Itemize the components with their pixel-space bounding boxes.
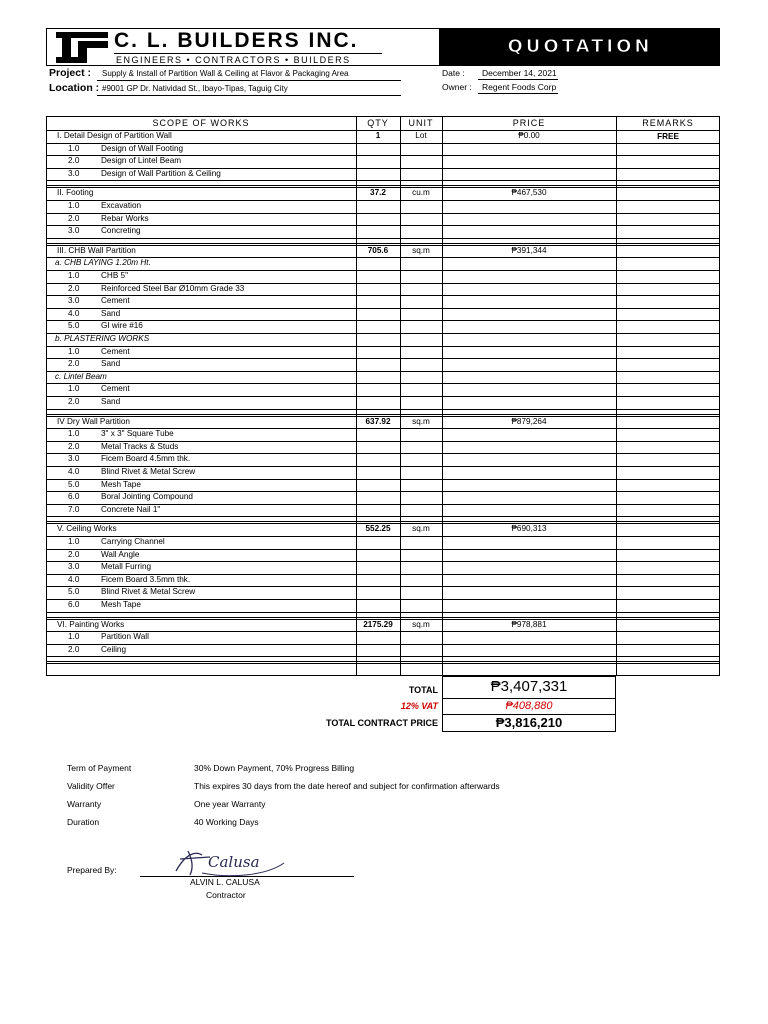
item-description: Design of Wall Partition & Ceiling — [101, 168, 221, 178]
company-logo-icon — [56, 32, 108, 63]
row-divider — [46, 409, 720, 410]
section-qty: 705.6 — [367, 245, 389, 255]
item-number: 1.0 — [68, 346, 80, 356]
column-divider — [442, 116, 443, 676]
row-divider — [46, 238, 720, 239]
section-price: ₱391,344 — [511, 245, 547, 255]
item-number: 2.0 — [68, 549, 80, 559]
row-divider — [46, 295, 720, 296]
item-description: Boral Jointing Compound — [101, 492, 193, 502]
section-unit: sq.m — [412, 524, 430, 534]
term-label: Validity Offer — [67, 781, 115, 791]
row-divider — [46, 180, 720, 181]
date-label: Date : — [442, 68, 465, 78]
item-description: Ficem Board 4.5mm thk. — [101, 454, 191, 464]
vat-label: 12% VAT — [400, 701, 438, 711]
company-tagline: ENGINEERS • CONTRACTORS • BUILDERS — [116, 55, 351, 65]
owner-value: Regent Foods Corp — [482, 82, 557, 92]
section-qty: 552.25 — [365, 524, 391, 534]
item-number: 5.0 — [68, 479, 80, 489]
item-description: Design of Wall Footing — [101, 143, 184, 153]
totals-divider — [442, 698, 616, 699]
section-divider — [46, 661, 720, 662]
row-divider — [46, 225, 720, 226]
item-description: Concreting — [101, 226, 141, 236]
row-divider — [46, 549, 720, 550]
location-value: #9001 GP Dr. Natividad St., Ibayo-Tipas, Taguig City — [102, 84, 288, 93]
project-value: Supply & Install of Partition Wall & Ceiling at Flavor & Packaging Area — [102, 69, 349, 78]
item-number: 1.0 — [68, 537, 80, 546]
item-number: 5.0 — [68, 321, 80, 331]
term-value: One year Warranty — [194, 799, 266, 809]
location-label: Location : — [49, 82, 100, 94]
item-description: Wall Angle — [101, 549, 140, 559]
date-value: December 14, 2021 — [482, 68, 557, 78]
header-scope: SCOPE OF WORKS — [152, 118, 250, 128]
item-description: Blind Rivet & Metal Screw — [101, 467, 196, 476]
section-price: ₱0.00 — [518, 131, 540, 140]
item-description: Ficem Board 3.5mm thk. — [101, 574, 191, 584]
row-divider — [46, 644, 720, 645]
item-description: Sand — [101, 308, 121, 318]
row-divider — [46, 599, 720, 600]
company-divider — [114, 53, 382, 54]
item-number: 3.0 — [68, 296, 80, 306]
item-description: 3" x 3" Square Tube — [101, 429, 174, 439]
project-label: Project : — [49, 67, 92, 79]
item-description: Concrete Nail 1" — [101, 504, 161, 514]
item-description: Sand — [101, 397, 121, 406]
section-unit: sq.m — [412, 416, 430, 426]
item-number: 4.0 — [68, 308, 80, 318]
section-qty: 1 — [375, 131, 381, 140]
item-description: Mesh Tape — [101, 479, 141, 489]
section-unit: Lot — [415, 131, 427, 140]
group-label: a. CHB LAYING 1.20m Ht. — [55, 258, 151, 268]
item-description: Metall Furring — [101, 562, 152, 572]
contract-price-label: TOTAL CONTRACT PRICE — [326, 718, 438, 728]
item-number: 2.0 — [68, 359, 80, 369]
group-label: c. Lintel Beam — [55, 371, 107, 381]
item-description: Design of Lintel Beam — [101, 156, 182, 166]
item-number: 1.0 — [68, 143, 80, 153]
section-divider — [46, 414, 720, 415]
item-description: Reinforced Steel Bar Ø10mm Grade 33 — [101, 283, 245, 293]
section-title: II. Footing — [57, 188, 94, 198]
contract-price-value: ₱3,816,210 — [495, 715, 563, 730]
term-label: Warranty — [67, 799, 102, 809]
section-unit: sq.m — [412, 619, 430, 629]
section-divider — [46, 185, 720, 186]
document-title: QUOTATION — [507, 36, 653, 57]
section-divider — [46, 521, 720, 522]
section-qty: 37.2 — [370, 188, 386, 198]
total-value: ₱3,407,331 — [490, 678, 568, 695]
row-divider — [46, 656, 720, 657]
item-number: 2.0 — [68, 644, 80, 654]
header-price: PRICE — [512, 118, 546, 128]
section-qty: 2175.29 — [363, 619, 393, 629]
section-title: VI. Painting Works — [57, 619, 125, 629]
term-value: 40 Working Days — [194, 817, 259, 827]
item-description: Metal Tracks & Studs — [101, 441, 179, 451]
section-divider — [46, 617, 720, 618]
row-divider — [46, 346, 720, 347]
group-label: b. PLASTERING WORKS — [55, 334, 150, 343]
item-description: Partition Wall — [101, 632, 149, 642]
item-number: 1.0 — [68, 429, 80, 439]
signatory-title: Contractor — [206, 890, 246, 900]
row-divider — [46, 308, 720, 309]
item-number: 1.0 — [68, 201, 80, 210]
section-unit: cu.m — [412, 188, 430, 198]
item-number: 1.0 — [68, 632, 80, 642]
section-title: III. CHB Wall Partition — [57, 245, 136, 255]
item-description: Cement — [101, 346, 130, 356]
column-divider — [400, 116, 401, 676]
item-number: 7.0 — [68, 504, 80, 514]
row-divider — [46, 612, 720, 613]
row-divider — [46, 383, 720, 384]
signature-icon — [172, 845, 290, 879]
signatory-name: ALVIN L. CALUSA — [190, 877, 260, 887]
item-description: Ceiling — [101, 644, 127, 654]
term-value: This expires 30 days from the date hereof and subject for confirmation afterwards — [194, 781, 500, 791]
section-remarks: FREE — [657, 132, 679, 141]
term-value: 30% Down Payment, 70% Progress Billing — [194, 763, 355, 773]
column-divider — [616, 116, 617, 676]
project-underline — [97, 80, 401, 81]
header-unit: UNIT — [408, 118, 434, 128]
item-number: 4.0 — [68, 467, 80, 476]
section-title: IV Dry Wall Partition — [57, 416, 130, 426]
section-unit: sq.m — [412, 245, 430, 255]
item-number: 4.0 — [68, 574, 80, 584]
row-divider — [46, 396, 720, 397]
section-divider — [46, 663, 720, 664]
company-name: C. L. BUILDERS INC. — [114, 29, 359, 52]
row-divider — [46, 200, 720, 201]
item-number: 3.0 — [68, 226, 80, 236]
term-label: Duration — [67, 817, 100, 827]
item-description: Carrying Channel — [101, 537, 165, 546]
item-number: 6.0 — [68, 600, 80, 609]
item-description: Sand — [101, 359, 121, 369]
item-description: Rebar Works — [101, 213, 149, 223]
section-title: I. Detail Design of Partition Wall — [57, 131, 172, 140]
row-divider — [46, 358, 720, 359]
item-description: Blind Rivet & Metal Screw — [101, 587, 196, 597]
item-number: 2.0 — [68, 397, 80, 406]
vat-value: ₱408,880 — [505, 700, 553, 712]
section-title: V. Ceiling Works — [57, 524, 117, 534]
row-divider — [46, 479, 720, 480]
item-number: 1.0 — [68, 271, 80, 280]
section-divider — [46, 243, 720, 244]
header-remarks: REMARKS — [642, 118, 694, 128]
item-number: 3.0 — [68, 168, 80, 178]
item-number: 3.0 — [68, 454, 80, 464]
row-divider — [46, 516, 720, 517]
item-description: Mesh Tape — [101, 600, 141, 609]
item-description: Cement — [101, 296, 130, 306]
section-price: ₱467,530 — [511, 188, 547, 198]
owner-label: Owner : — [442, 82, 472, 92]
item-description: GI wire #16 — [101, 321, 143, 331]
term-label: Term of Payment — [67, 763, 132, 773]
item-description: CHB 5" — [101, 271, 129, 280]
item-description: Cement — [101, 384, 130, 394]
item-number: 5.0 — [68, 587, 80, 597]
column-divider — [356, 116, 357, 676]
date-underline — [478, 79, 558, 80]
row-divider — [46, 320, 720, 321]
row-divider — [46, 270, 720, 271]
total-label: TOTAL — [408, 685, 438, 695]
section-price: ₱879,264 — [511, 416, 547, 426]
section-price: ₱690,313 — [511, 524, 547, 534]
header-qty: QTY — [367, 118, 389, 128]
section-price: ₱978,881 — [511, 619, 547, 629]
item-number: 2.0 — [68, 213, 80, 223]
owner-underline — [478, 93, 558, 94]
item-number: 1.0 — [68, 384, 80, 394]
row-divider — [46, 371, 720, 372]
item-number: 2.0 — [68, 441, 80, 451]
item-number: 2.0 — [68, 283, 80, 293]
svg-text:Calusa: Calusa — [208, 853, 260, 871]
prepared-by-label: Prepared By: — [67, 865, 117, 875]
item-description: Excavation — [101, 201, 142, 210]
item-number: 2.0 — [68, 156, 80, 166]
item-number: 3.0 — [68, 562, 80, 572]
location-underline — [97, 95, 401, 96]
item-number: 6.0 — [68, 492, 80, 502]
section-qty: 637.92 — [365, 416, 391, 426]
